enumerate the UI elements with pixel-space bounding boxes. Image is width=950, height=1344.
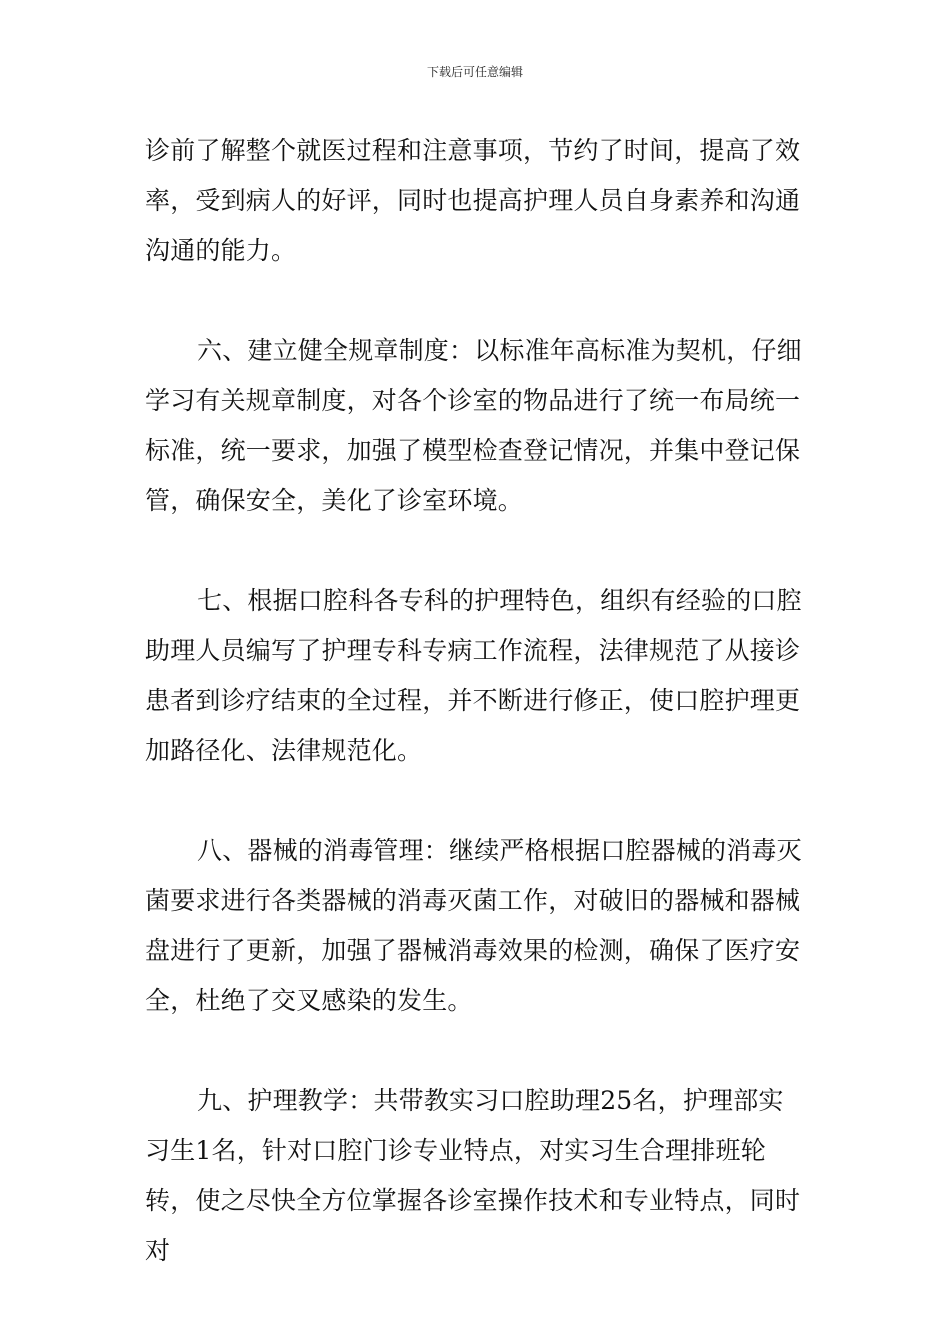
paragraph-instrument-disinfection: 八、器械的消毒管理：继续严格根据口腔器械的消毒灭菌要求进行各类器械的消毒灭菌工作，对破旧的器械和器械盘进行了更新，加强了器械消毒效果的检测，确保了医疗安全，杜绝了交叉感染的发生。: [145, 836, 802, 1015]
paragraph-continuation: 诊前了解整个就医过程和注意事项，节约了时间，提高了效率，受到病人的好评，同时也提高护理人员自身素养和沟通沟通的能力。: [145, 136, 801, 265]
paragraph-rules-system: 六、建立健全规章制度：以标准年高标准为契机，仔细学习有关规章制度，对各个诊室的物品进行了统一布局统一标准，统一要求，加强了模型检查登记情况，并集中登记保管，确保安全，美化了诊室环境。: [145, 336, 802, 515]
page-header: 下载后可任意编辑: [426, 65, 523, 79]
paragraph-nursing-workflow: 七、根据口腔科各专科的护理特色，组织有经验的口腔助理人员编写了护理专科专病工作流程，法律规范了从接诊患者到诊疗结束的全过程，并不断进行修正，使口腔护理更加路径化、法律规范化。: [145, 586, 802, 765]
paragraph-nursing-teaching: 九、护理教学：共带教实习口腔助理25名，护理部实习生1名，针对口腔门诊专业特点，对实习生合理排班轮转，使之尽快全方位掌握各诊室操作技术和专业特点，同时对: [145, 1086, 801, 1265]
